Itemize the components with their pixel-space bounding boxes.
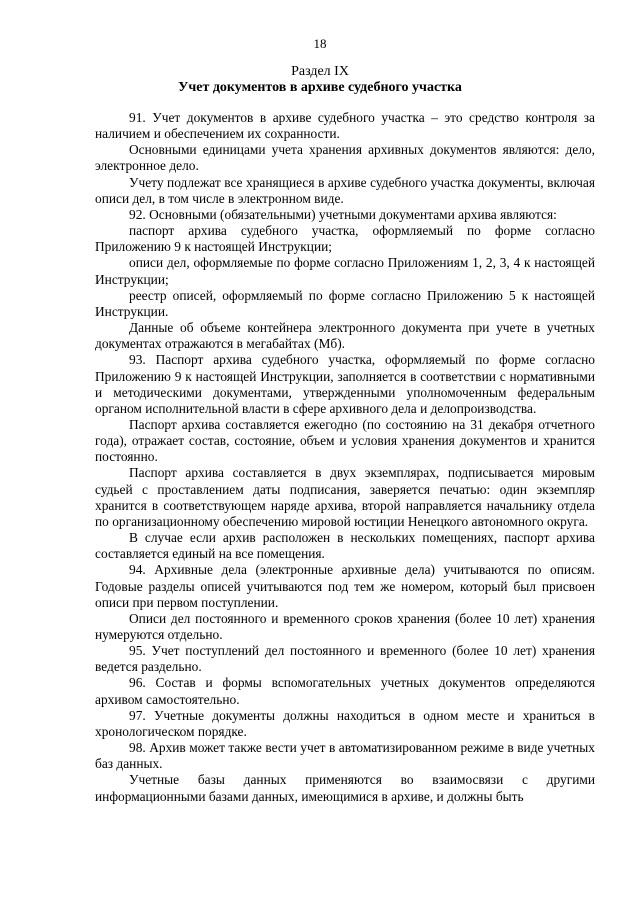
paragraph-91: 91. Учет документов в архиве судебного участка – это средство контроля за наличием и обеспечением их сохранности.	[95, 110, 595, 142]
paragraph: Учету подлежат все хранящиеся в архиве судебного участка документы, включая описи дел, в том числе в электронном виде.	[95, 174, 595, 206]
paragraph-94: 94. Архивные дела (электронные архивные дела) учитываются по описям. Годовые разделы описей учитываются под тем же номером, который был присвоен описи при первом поступлении.	[95, 562, 595, 610]
paragraph: В случае если архив расположен в нескольких помещениях, паспорт архива составляется единый на все помещения.	[95, 530, 595, 562]
paragraph-96: 96. Состав и формы вспомогательных учетных документов определяются архивом самостоятельно.	[95, 675, 595, 707]
paragraph: Описи дел постоянного и временного сроков хранения (более 10 лет) хранения нумеруются отдельно.	[95, 610, 595, 642]
document-body	[95, 110, 595, 805]
paragraph-92: 92. Основными (обязательными) учетными документами архива являются:	[129, 206, 557, 222]
page-number: 18	[313, 36, 327, 51]
paragraph: Паспорт архива составляется ежегодно (по состоянию на 31 декабря отчетного года), отражает состав, состояние, объем и условия хранения документов и хранится постоянно.	[95, 416, 595, 465]
paragraph-98: 98. Архив может также вести учет в автоматизированном режиме в виде учетных баз данных.	[95, 740, 595, 772]
paragraph: Учетные базы данных применяются во взаимосвязи с другими информационными базами данных, имеющимися в архиве, и должны быть	[95, 772, 595, 804]
list-item: реестр описей, оформляемый по форме согласно Приложению 5 к настоящей Инструкции.	[95, 287, 595, 319]
paragraph-95: 95. Учет поступлений дел постоянного и временного (более 10 лет) хранения ведется раздельно.	[95, 643, 595, 675]
section-heading: Раздел IX	[291, 64, 349, 79]
paragraph: Данные об объеме контейнера электронного документа при учете в учетных документах отражаются в мегабайтах (Мб).	[95, 320, 595, 352]
paragraph: Паспорт архива составляется в двух экземплярах, подписывается мировым судьей с проставлением даты подписания, заверяется печатью: один экземпляр хранится в соответствующем наряде архива, второй направляется начальнику отдела по организационному обеспечению мировой юстиции Ненецкого автономного округа.	[95, 465, 595, 529]
list-item: описи дел, оформляемые по форме согласно Приложениям 1, 2, 3, 4 к настоящей Инструкции;	[95, 255, 595, 287]
paragraph-93: 93. Паспорт архива судебного участка, оформляемый по форме согласно Приложению 9 к настоящей Инструкции, заполняется в соответствии с нормативными и методическими документами, утвержденными уполномоченным федеральным органом исполнительной власти в сфере архивного дела и делопроизводства.	[95, 352, 595, 416]
list-item: паспорт архива судебного участка, оформляемый по форме согласно Приложению 9 к настоящей Инструкции;	[95, 223, 595, 255]
section-title: Учет документов в архиве судебного участка	[178, 80, 462, 95]
paragraph: Основными единицами учета хранения архивных документов являются: дело, электронное дело.	[95, 142, 595, 174]
paragraph-97: 97. Учетные документы должны находиться в одном месте и храниться в хронологическом порядке.	[95, 707, 595, 739]
